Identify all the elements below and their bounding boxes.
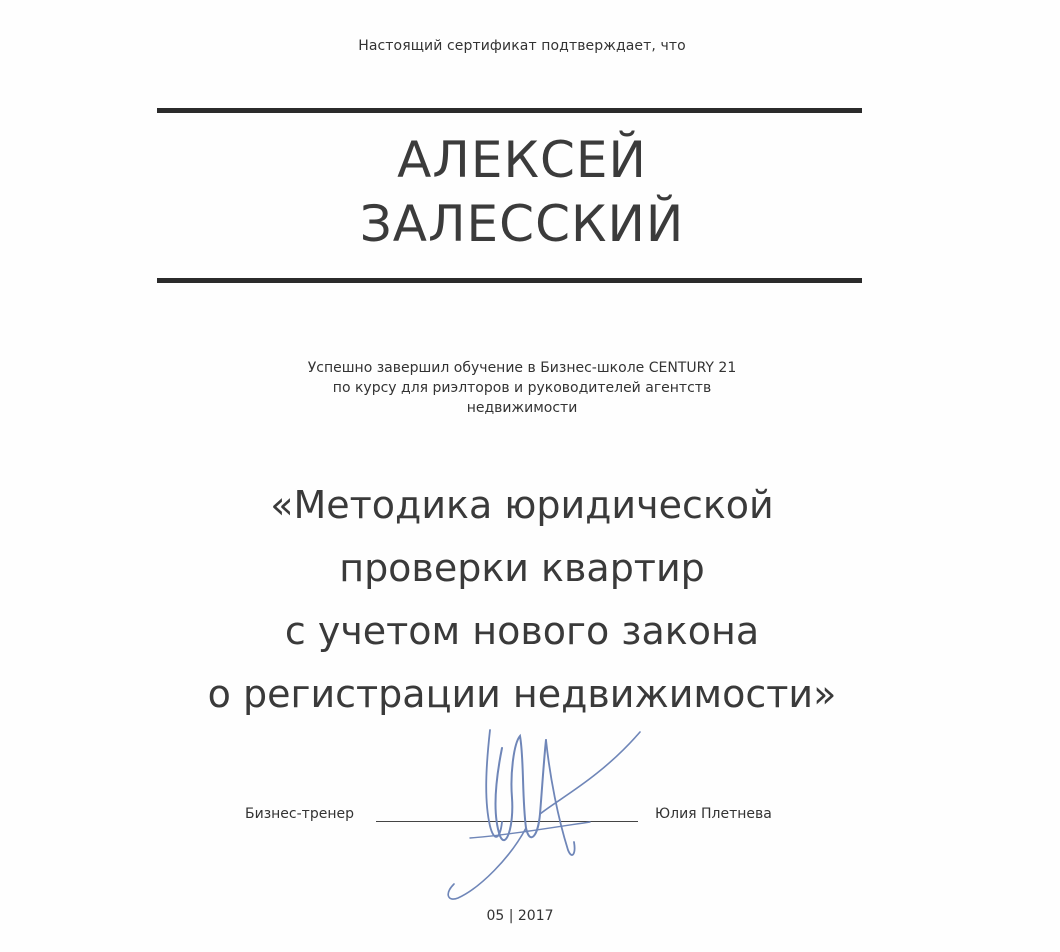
course-title-line-1: «Методика юридической xyxy=(270,483,774,527)
recipient-first-name: АЛЕКСЕЙ xyxy=(397,131,647,189)
course-title xyxy=(0,474,1044,726)
recipient-last-name: ЗАЛЕССКИЙ xyxy=(359,195,685,253)
course-title-line-2: проверки квартир xyxy=(339,546,705,590)
signatory-role: Бизнес-тренер xyxy=(245,806,354,822)
recipient-name xyxy=(0,128,1044,256)
bottom-rule xyxy=(157,278,862,283)
completion-line-2: по курсу для риэлторов и руководителей агентств xyxy=(332,380,712,396)
intro-text: Настоящий сертификат подтверждает, что xyxy=(358,38,686,54)
completion-line-3: недвижимости xyxy=(466,400,578,416)
issue-date: 05 | 2017 xyxy=(486,908,554,924)
completion-text xyxy=(0,358,1044,418)
course-title-line-3: с учетом нового закона xyxy=(284,609,760,653)
handwritten-signature xyxy=(440,718,660,908)
signatory-name: Юлия Плетнева xyxy=(655,806,772,822)
course-title-line-4: о регистрации недвижимости» xyxy=(207,672,837,716)
completion-line-1: Успешно завершил обучение в Бизнес-школе CENTURY 21 xyxy=(307,360,737,376)
top-rule xyxy=(157,108,862,113)
